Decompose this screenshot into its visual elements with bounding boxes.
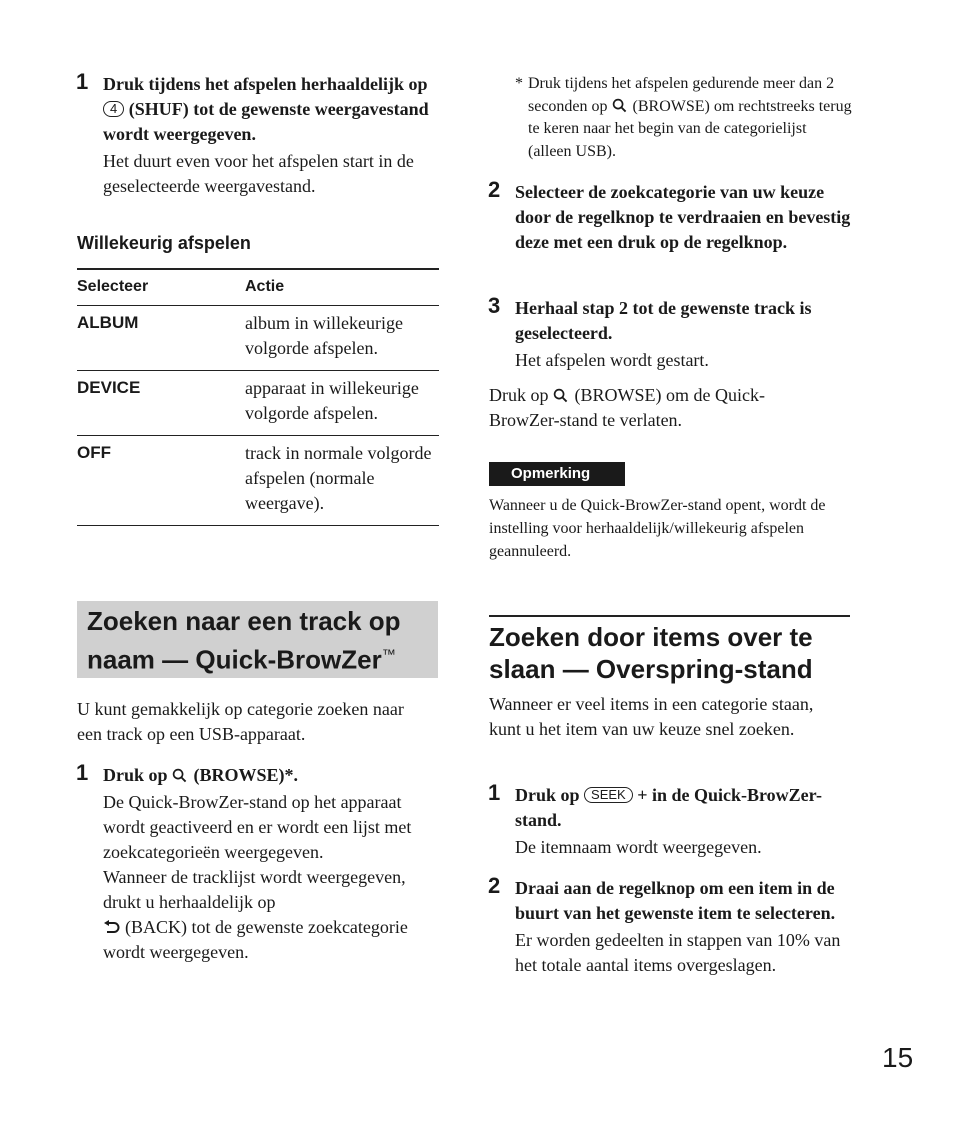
section-intro: Wanneer er veel items in een categorie staan, kunt u het item van uw keuze snel zoeken. <box>489 694 814 739</box>
step-heading: Herhaal stap 2 tot de gewenste track is geselecteerd. <box>515 298 812 343</box>
step-1-seek <box>488 780 851 860</box>
table-value: album in willekeurige volgorde afspelen. <box>245 306 439 371</box>
step-1-browse <box>76 760 439 965</box>
magnifier-icon <box>612 98 627 113</box>
footnote: * Druk tijdens het afspelen gedurende meer dan 2 seconden op (BROWSE) om rechtstreeks terug te keren naar het begin van de categorielijst (alleen USB). <box>515 75 852 160</box>
step-heading: Selecteer de zoekcategorie van uw keuze door de regelknop te verdraaien en bevestig deze met een druk op de regelknop. <box>515 182 851 252</box>
table-key: ALBUM <box>77 306 245 371</box>
back-arrow-icon <box>103 920 121 935</box>
table-row <box>77 306 439 371</box>
step-number: 1 <box>76 69 89 94</box>
table-title: Willekeurig afspelen <box>77 233 251 253</box>
step-body: De itemnaam wordt weergegeven. <box>515 837 762 857</box>
step-2-select-category <box>488 177 851 255</box>
step-number: 1 <box>488 780 501 805</box>
table-value: apparaat in willekeurige volgorde afspelen. <box>245 371 439 436</box>
magnifier-icon <box>172 768 187 783</box>
step-heading: Druk op (BROWSE)*. <box>103 765 299 785</box>
trademark-symbol: ™ <box>381 646 396 662</box>
table-row <box>77 436 439 526</box>
seek-button-label: SEEK <box>584 787 633 803</box>
step-heading: Draai aan de regelknop om een item in de buurt van het gewenste item te selecteren. <box>515 878 836 923</box>
section-title-overspring: Zoeken door items over te slaan — Overspring-stand <box>489 615 850 685</box>
table-header-action: Actie <box>245 269 439 306</box>
step-heading: Druk tijdens het afspelen herhaaldelijk op 4 (SHUF) tot de gewenste weergavestand wordt weergegeven. <box>103 74 429 144</box>
step-body: Het afspelen wordt gestart. <box>515 350 709 370</box>
magnifier-icon <box>553 388 568 403</box>
step-number: 2 <box>488 177 501 202</box>
table-key: OFF <box>77 436 245 526</box>
step-body: De Quick-BrowZer-stand op het apparaat wordt geactiveerd en er wordt een lijst met zoekcategorieën weergegeven. Wanneer de tracklijst wordt weergegeven, drukt u herhaaldelijk op (BACK) tot de gewenste zoekcategorie wordt weergegeven. <box>103 792 412 962</box>
step-body: Er worden gedeelten in stappen van 10% van het totale aantal items overgeslagen. <box>515 930 841 975</box>
step-body: Het duurt even voor het afspelen start in de geselecteerde weergavestand. <box>103 151 414 196</box>
table-value: track in normale volgorde afspelen (normale weergave). <box>245 436 439 526</box>
table-header-select: Selecteer <box>77 269 245 306</box>
note-label: Opmerking <box>489 462 625 486</box>
shuffle-table <box>77 268 439 526</box>
step-heading: Druk op SEEK + in de Quick-BrowZer-stand. <box>515 785 822 830</box>
exit-instruction: Druk op (BROWSE) om de Quick-BrowZer-stand te verlaten. <box>489 385 765 430</box>
step-number: 1 <box>76 760 89 785</box>
step-2-turn-dial <box>488 873 851 978</box>
step-number: 2 <box>488 873 501 898</box>
step-1-shuffle <box>76 69 439 199</box>
note-text: Wanneer u de Quick-BrowZer-stand opent, wordt de instelling voor herhaaldelijk/willekeurig afspelen geannuleerd. <box>489 497 826 560</box>
table-row <box>77 371 439 436</box>
table-key: DEVICE <box>77 371 245 436</box>
section-title-quick-browzer: Zoeken naar een track op naam — Quick-BrowZer™ <box>77 601 438 678</box>
step-number: 3 <box>488 293 501 318</box>
step-3-repeat <box>488 293 851 373</box>
page-number: 15 <box>882 1042 914 1073</box>
button-4-label: 4 <box>103 101 124 117</box>
section-intro: U kunt gemakkelijk op categorie zoeken naar een track op een USB-apparaat. <box>77 699 404 744</box>
